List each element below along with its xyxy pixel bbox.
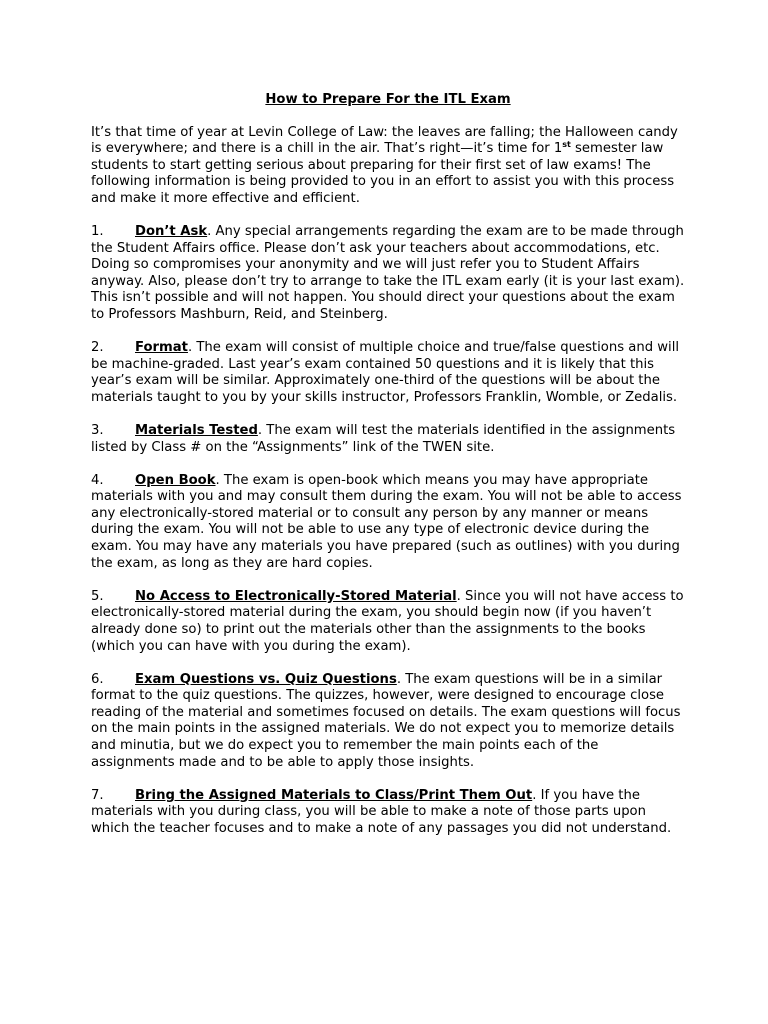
item-heading: Don’t Ask (135, 224, 208, 240)
item-text: . The exam questions will be in a similar format to the quiz questions. The quizzes, however, were designed to encourage close reading of the material and sometimes focused on details. The exam questions will focus on the main points in the assigned materials. We do not expect you to memorize details and minutia, but we do expect you to remember the main points each of the assignments made and to be able to apply those insights. (91, 671, 681, 770)
item-number: 5. (91, 588, 104, 604)
list-item-2 (91, 340, 685, 406)
item-heading: Open Book (135, 472, 216, 488)
item-text: . The exam will test the materials identified in the assignments listed by Class # on the “Assignments” link of the TWEN site. (91, 423, 676, 455)
list-item-4 (91, 473, 685, 573)
item-number: 4. (91, 472, 104, 488)
item-number: 2. (91, 340, 104, 356)
list-item-7 (91, 788, 685, 838)
item-heading: Materials Tested (135, 423, 258, 438)
intro-text-start: It’s that time of year at Levin College of Law: the leaves are falling; the Halloween candy is everywhere; and there is a chill in the air. That’s right—it’s time for 1 (91, 124, 678, 157)
item-text: . Since you will not have access to electronically-stored material during the exam, you should begin now (if you haven’t already done so) to print out the materials other than the assignments to the books (which you can have with you during the exam). (91, 588, 684, 654)
list-item-3 (91, 423, 685, 456)
item-number: 1. (91, 224, 104, 240)
intro-superscript: st (562, 140, 571, 150)
item-text: . The exam will consist of multiple choice and true/false questions and will be machine-graded. Last year’s exam contained 50 questions and it is likely that this year’s exam will be similar. Approximately one-third of the questions will be about the materials taught to you by your skills instructor, Professors Franklin, Womble, or Zedalis. (91, 340, 680, 405)
item-heading: Format (135, 340, 188, 356)
list-item-5 (91, 589, 685, 655)
item-text: . Any special arrangements regarding the exam are to be made through the Student Affairs office. Please don’t ask your teachers about accommodations, etc. Doing so compromises your anonymity and we will just refer you to Student Affairs anyway. Also, please don’t try to arrange to take the ITL exam early (it is your last exam). This isn’t possible and will not happen. You should direct your questions about the exam to Professors Mashburn, Reid, and Steinberg. (91, 224, 685, 323)
item-number: 7. (91, 787, 104, 803)
intro-text-end: semester law students to start getting serious about preparing for their first set of law exams! The following information is being provided to you in an effort to assist you with this process and make it more effective and efficient. (91, 141, 675, 206)
intro-paragraph (91, 125, 685, 208)
item-heading: Bring the Assigned Materials to Class/Print Them Out (135, 787, 533, 803)
document-body (91, 92, 685, 854)
item-heading: No Access to Electronically-Stored Material (135, 588, 457, 604)
item-text: . If you have the materials with you during class, you will be able to make a note of those parts upon which the teacher focuses and to make a note of any passages you did not understand. (91, 787, 672, 836)
list-item-1 (91, 224, 685, 324)
item-text: . The exam is open-book which means you may have appropriate materials with you and may consult them during the exam. You will not be able to access any electronically-stored material or to consult any person by any manner or means during the exam. You will not be able to use any type of electronic device during the exam. You may have any materials you have prepared (such as outlines) with you during the exam, as long as they are hard copies. (91, 472, 682, 571)
item-heading: Exam Questions vs. Quiz Questions (135, 671, 397, 687)
list-item-6 (91, 672, 685, 772)
item-number: 3. (91, 423, 104, 438)
document-title: How to Prepare For the ITL Exam (265, 92, 511, 107)
item-number: 6. (91, 671, 104, 687)
